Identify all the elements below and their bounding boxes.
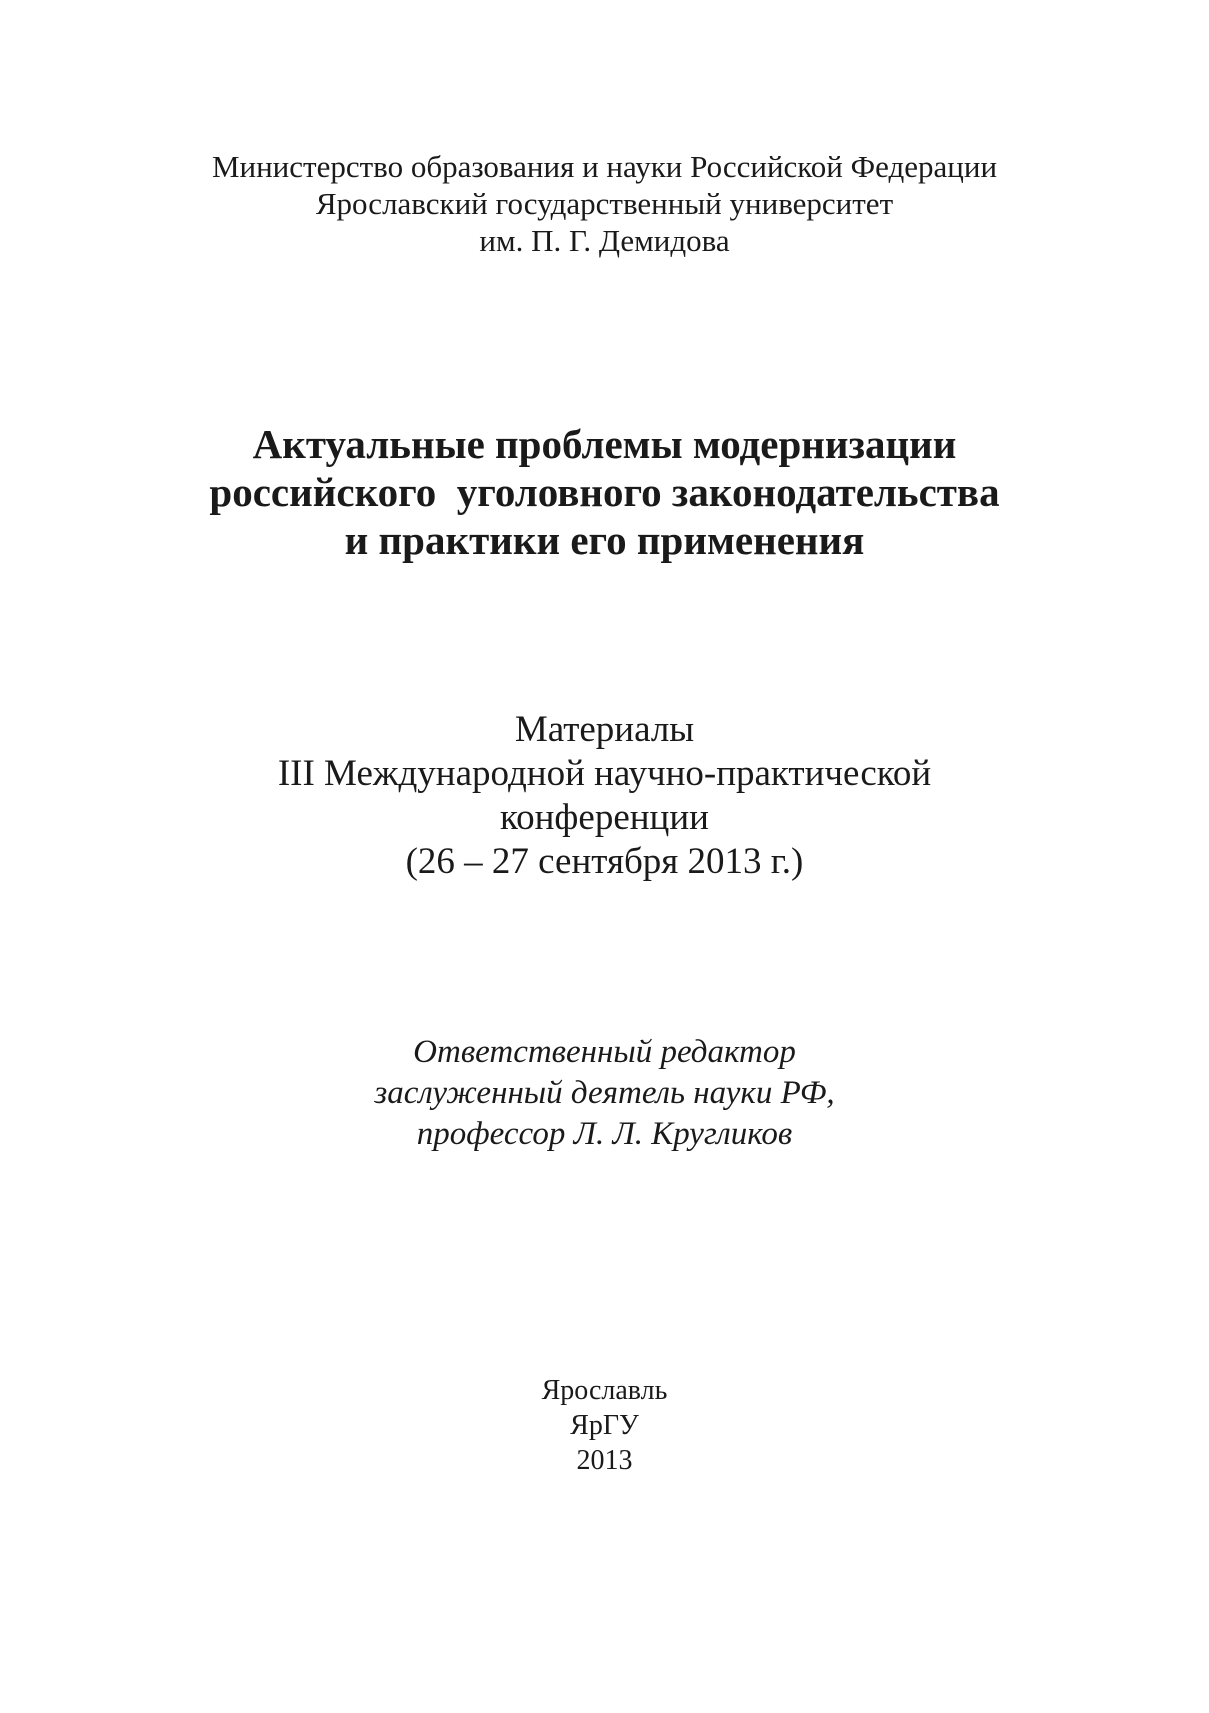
imprint-city: Ярославль [541, 1375, 668, 1406]
document-title [0, 420, 1209, 564]
editor-line-1: Ответственный редактор [413, 1034, 796, 1070]
editor-line-2: заслуженный деятель науки РФ, [374, 1075, 835, 1111]
title-line-2: российского уголовного законодательства [209, 469, 1000, 515]
materials-line-2: III Международной научно-практической [277, 753, 932, 794]
responsible-editor [0, 1032, 1209, 1155]
editor-name: профессор Л. Л. Кругликов [416, 1116, 793, 1152]
imprint [0, 1373, 1209, 1478]
university-named-after: им. П. Г. Демидова [479, 223, 730, 258]
university-name: Ярославский государственный университет [315, 186, 894, 221]
imprint-publisher: ЯрГУ [570, 1410, 639, 1441]
title-line-1: Актуальные проблемы модернизации [252, 421, 957, 467]
conference-dates: (26 – 27 сентября 2013 г.) [405, 841, 804, 882]
title-line-3: и практики его применения [344, 517, 865, 563]
ministry-name: Министерство образования и науки Российской Федерации [211, 149, 998, 184]
materials-line-3: конференции [500, 797, 709, 838]
conference-materials [0, 708, 1209, 884]
institution-header [0, 148, 1209, 259]
materials-line-1: Материалы [514, 709, 695, 750]
imprint-year: 2013 [576, 1445, 633, 1476]
